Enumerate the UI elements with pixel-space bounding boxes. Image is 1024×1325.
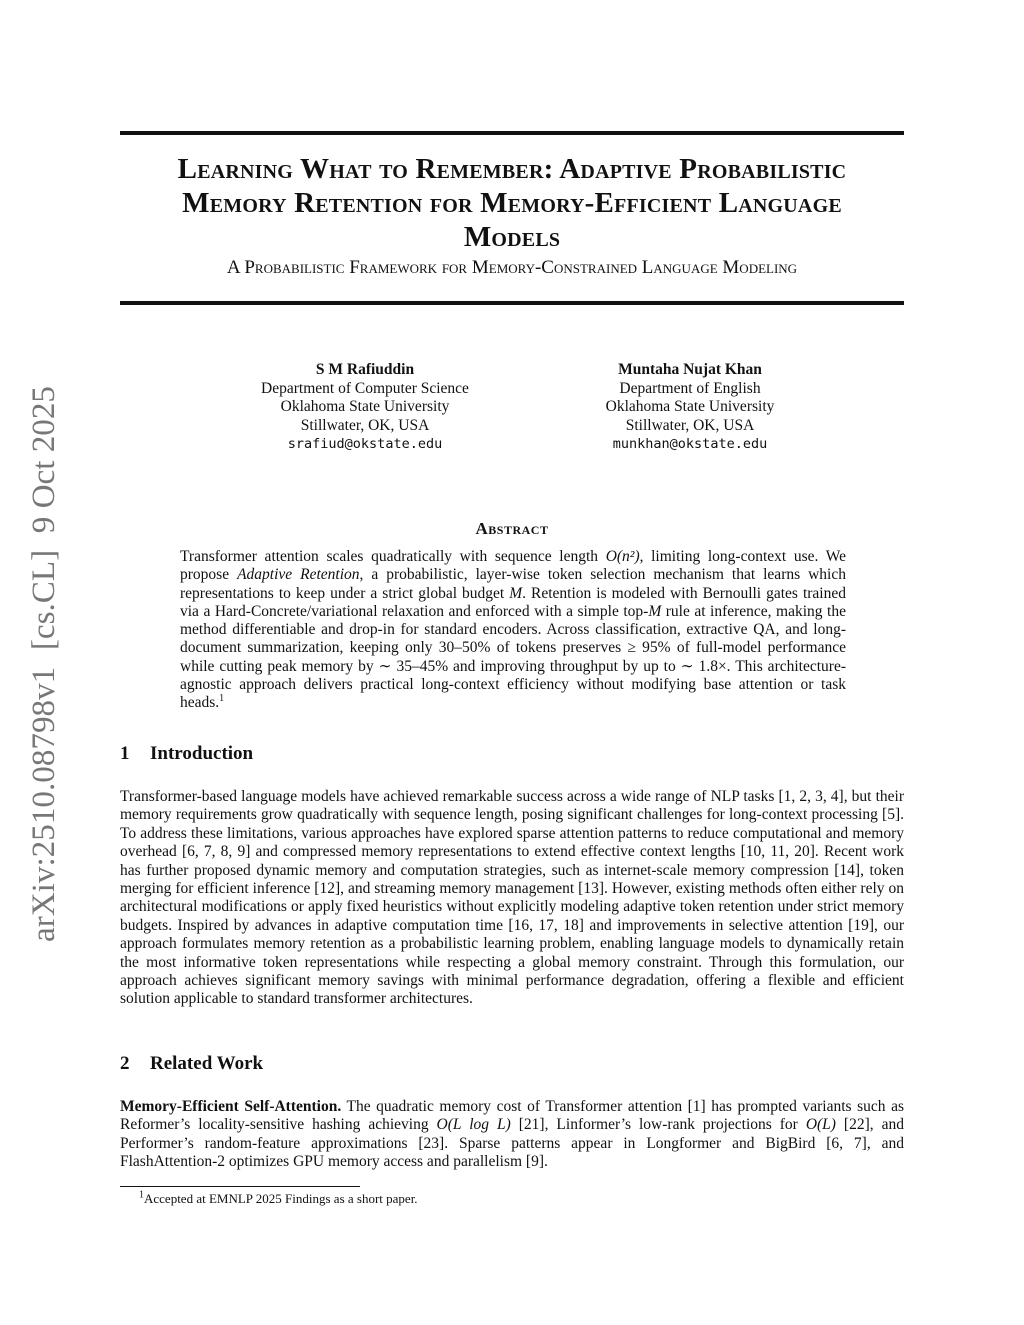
paper-subtitle: A Probabilistic Framework for Memory-Constrained Language Modeling [226,257,798,278]
related-text-3: [22], and Performer’s random-feature approximations [23]. Sparse patterns appear in Longformer and BigBird [6, 7], and FlashAttention-2 optimizes GPU memory access and parallelism [9]. [120,1116,904,1171]
section-number: 1 [120,743,130,764]
footnote-text: Accepted at EMNLP 2025 Findings as a short paper. [144,1191,418,1206]
introduction-paragraph: Transformer-based language models have achieved remarkable success across a wide range of NLP tasks [1, 2, 3, 4], but their memory requirements grow quadratically with sequence length, posing significant challenges for long-context processing [5]. To address these limitations, various approaches have explored sparse attention patterns to reduce computational and memory overhead [6, 7, 8, 9] and compressed memory representations to extend effective context lengths [10, 11, 20]. Recent work has further proposed dynamic memory and computation strategies, such as internet-scale memory compression [14], token merging for efficient inference [12], and streaming memory management [13]. However, existing methods often either rely on architectural modifications or apply fixed heuristics without explicitly modeling adaptive token retention under strict memory budgets. Inspired by advances in adaptive computation time [16, 17, 18] and improvements in selective attention [19], our approach formulates memory retention as a probabilistic learning problem, enabling language models to dynamically retain the most informative token representations while respecting a global memory constraint. Through this formulation, our approach achieves significant memory savings with minimal performance degradation, offering a flexible and efficient solution applicable to standard transformer architectures. [120,788,904,1008]
abstract-text-2: , limiting long-context use. We propose [180,548,847,584]
abstract-math-topm: M [648,602,662,620]
related-text-2: [21], Linformer’s low-rank projections for [510,1116,806,1134]
abstract-body [180,548,846,713]
section-number: 2 [120,1053,130,1074]
title-line-3: Models [463,221,561,253]
footnote-rule [120,1186,360,1187]
abstract-heading: Abstract [475,519,549,538]
author-name: Muntaha Nujat Khan [618,361,762,378]
abstract-math-complexity: O(n²) [605,548,640,565]
related-work-paragraph [120,1098,904,1172]
related-text-1: The quadratic memory cost of Transformer attention [1] has prompted variants such as Reformer’s locality-sensitive hashing achieving [120,1098,905,1134]
section-heading-introduction [120,743,253,765]
abstract-text-4: . Retention is modeled with Bernoulli gates trained via a Hard-Concrete/variational relaxation and enforced with a simple top- [180,584,846,620]
section-heading-related-work [120,1053,263,1075]
author-block-1 [220,361,510,454]
abstract-text-1: Transformer attention scales quadratically with sequence length [180,548,599,565]
author-university: Oklahoma State University [280,398,450,415]
abstract-method-name: Adaptive Retention [237,566,360,584]
footnote-mark: 1 [139,1189,144,1201]
author-email[interactable]: munkhan@okstate.edu [612,436,768,452]
title-line-1: Learning What to Remember: Adaptive Probabilistic [177,153,847,185]
author-location: Stillwater, OK, USA [300,416,430,434]
abstract-footnote-mark[interactable]: 1 [219,693,225,705]
author-name: S M Rafiuddin [315,361,415,378]
abstract-text-3: , a probabilistic, layer-wise token selection mechanism that learns which representations to keep under a strict global budget [180,566,846,602]
title-block [120,152,904,280]
author-email[interactable]: srafiud@okstate.edu [287,436,443,452]
title-top-rule [120,131,904,135]
title-bottom-rule [120,301,904,305]
related-math-reformer: O(L log L) [436,1116,511,1134]
section-title: Related Work [150,1053,264,1074]
abstract-text-5: rule at inference, making the method differentiable and drop-in for standard encoders. Across classification, extractive QA, and long-document summarization, keeping only 30–50% of tokens preserves ≥ 95% of full-model performance while cutting peak memory by ∼ 35–45% and improving throughput by up to ∼ 1.8×. This architecture-agnostic approach delivers practical long-context efficiency without modifying base attention or task heads. [180,602,846,712]
author-department: Department of English [619,379,761,397]
arxiv-identifier: arXiv:2510.08798v1 [cs.CL] 9 Oct 2025 [26,388,62,942]
abstract-math-budget: M [509,584,523,602]
author-department: Department of Computer Science [261,379,469,397]
paper-title [120,152,904,254]
footnote [139,1191,418,1207]
related-math-linformer: O(L) [805,1116,836,1134]
title-line-2: Memory Retention for Memory-Efficient Language [182,187,842,219]
section-title: Introduction [150,743,254,764]
arxiv-identifier-stamp [15,382,65,944]
paragraph-lead-in: Memory-Efficient Self-Attention. [120,1098,342,1115]
author-university: Oklahoma State University [605,398,775,415]
author-location: Stillwater, OK, USA [625,416,755,434]
author-block-2 [545,361,835,454]
